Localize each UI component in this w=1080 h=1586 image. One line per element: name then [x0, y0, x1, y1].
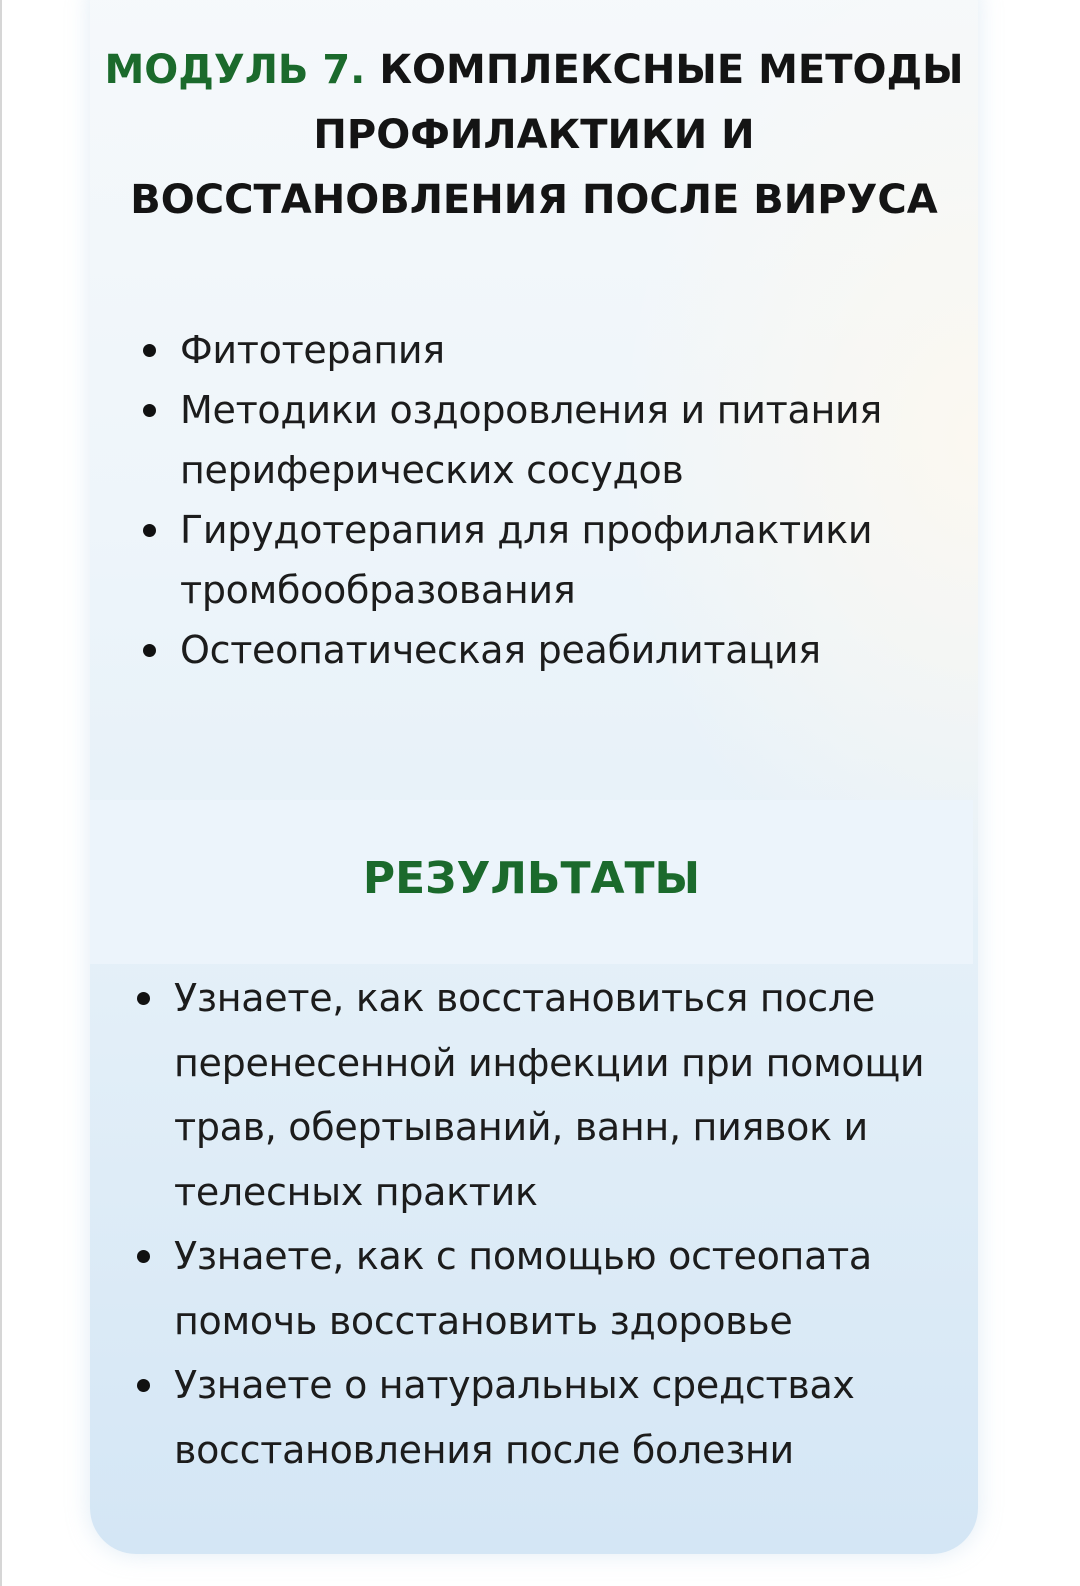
- module-topics-list: [90, 320, 978, 680]
- list-item: Фитотерапия: [90, 320, 978, 380]
- list-item: Гирудотерапия для профилактики тромбообразования: [90, 500, 978, 620]
- page-left-edge: [0, 0, 2, 1586]
- results-list: [90, 966, 978, 1482]
- list-item: Остеопатическая реабилитация: [90, 620, 978, 680]
- module-number-label: МОДУЛЬ 7.: [104, 47, 366, 93]
- results-heading: РЕЗУЛЬТАТЫ: [362, 853, 701, 904]
- list-item: Узнаете, как восстановиться после перенесенной инфекции при помощи трав, обертываний, ванн, пиявок и телесных практик: [90, 966, 978, 1224]
- list-item: Методики оздоровления и питания периферических сосудов: [90, 380, 978, 500]
- list-item: Узнаете, как с помощью остеопата помочь восстановить здоровье: [90, 1224, 978, 1353]
- module-title-text: КОМПЛЕКСНЫЕ МЕТОДЫ ПРОФИЛАКТИКИ И ВОССТАНОВЛЕНИЯ ПОСЛЕ ВИРУСА: [130, 47, 964, 223]
- module-title: [90, 38, 978, 233]
- list-item: Узнаете о натуральных средствах восстановления после болезни: [90, 1353, 978, 1482]
- module-card: [90, 0, 978, 1554]
